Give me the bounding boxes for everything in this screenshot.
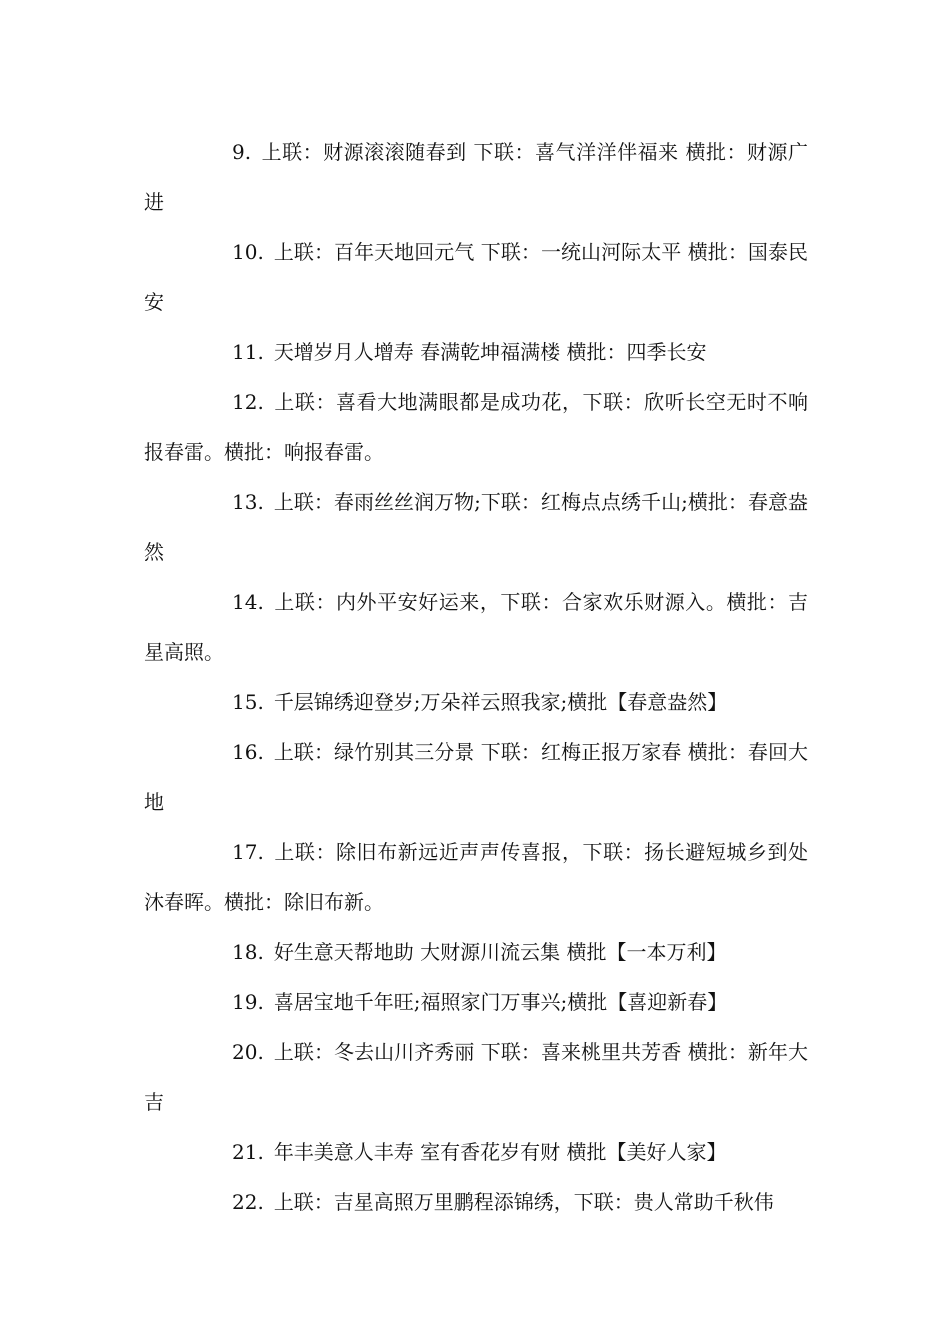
list-item [144,227,808,327]
item-text: 年丰美意人丰寿 室有香花岁有财 横批【美好人家】 [273,1140,727,1164]
list-item [144,577,808,677]
item-number: 20. [232,1040,264,1064]
item-text: 上联：吉星高照万里鹏程添锦绣，下联：贵人常助千秋伟 [273,1190,774,1214]
item-number: 9. [232,140,252,164]
item-number: 15. [232,690,264,714]
list-item [144,927,808,977]
list-item [144,727,808,827]
item-text: 上联：财源滚滚随春到 下联：喜气洋洋伴福来 横批：财源广进 [144,140,808,214]
list-item [144,127,808,227]
item-number: 12. [232,390,264,414]
couplet-list [144,127,808,1227]
item-text: 好生意天帮地助 大财源川流云集 横批【一本万利】 [273,940,727,964]
list-item [144,1027,808,1127]
item-number: 19. [232,990,264,1014]
item-text: 上联：绿竹别其三分景 下联：红梅正报万家春 横批：春回大地 [144,740,808,814]
list-item [144,1127,808,1177]
item-text: 上联：除旧布新远近声声传喜报，下联：扬长避短城乡到处沐春晖。横批：除旧布新。 [144,840,808,914]
item-text: 上联：冬去山川齐秀丽 下联：喜来桃里共芳香 横批：新年大吉 [144,1040,808,1114]
item-number: 10. [232,240,264,264]
list-item [144,377,808,477]
list-item [144,827,808,927]
item-number: 13. [232,490,264,514]
item-text: 上联：内外平安好运来，下联：合家欢乐财源入。横批：吉星高照。 [144,590,808,664]
item-number: 21. [232,1140,264,1164]
list-item [144,327,808,377]
list-item [144,477,808,577]
item-text: 天增岁月人增寿 春满乾坤福满楼 横批：四季长安 [273,340,707,364]
item-number: 14. [232,590,264,614]
item-number: 18. [232,940,264,964]
list-item [144,1177,808,1227]
item-number: 11. [232,340,264,364]
item-number: 22. [232,1190,264,1214]
list-item [144,977,808,1027]
item-text: 上联：春雨丝丝润万物;下联：红梅点点绣千山;横批：春意盎然 [144,490,808,564]
item-text: 喜居宝地千年旺;福照家门万事兴;横批【喜迎新春】 [273,990,728,1014]
item-text: 上联：百年天地回元气 下联：一统山河际太平 横批：国泰民安 [144,240,808,314]
item-number: 17. [232,840,264,864]
item-text: 上联：喜看大地满眼都是成功花，下联：欣听长空无时不响报春雷。横批：响报春雷。 [144,390,808,464]
item-number: 16. [232,740,264,764]
list-item [144,677,808,727]
item-text: 千层锦绣迎登岁;万朵祥云照我家;横批【春意盎然】 [273,690,728,714]
